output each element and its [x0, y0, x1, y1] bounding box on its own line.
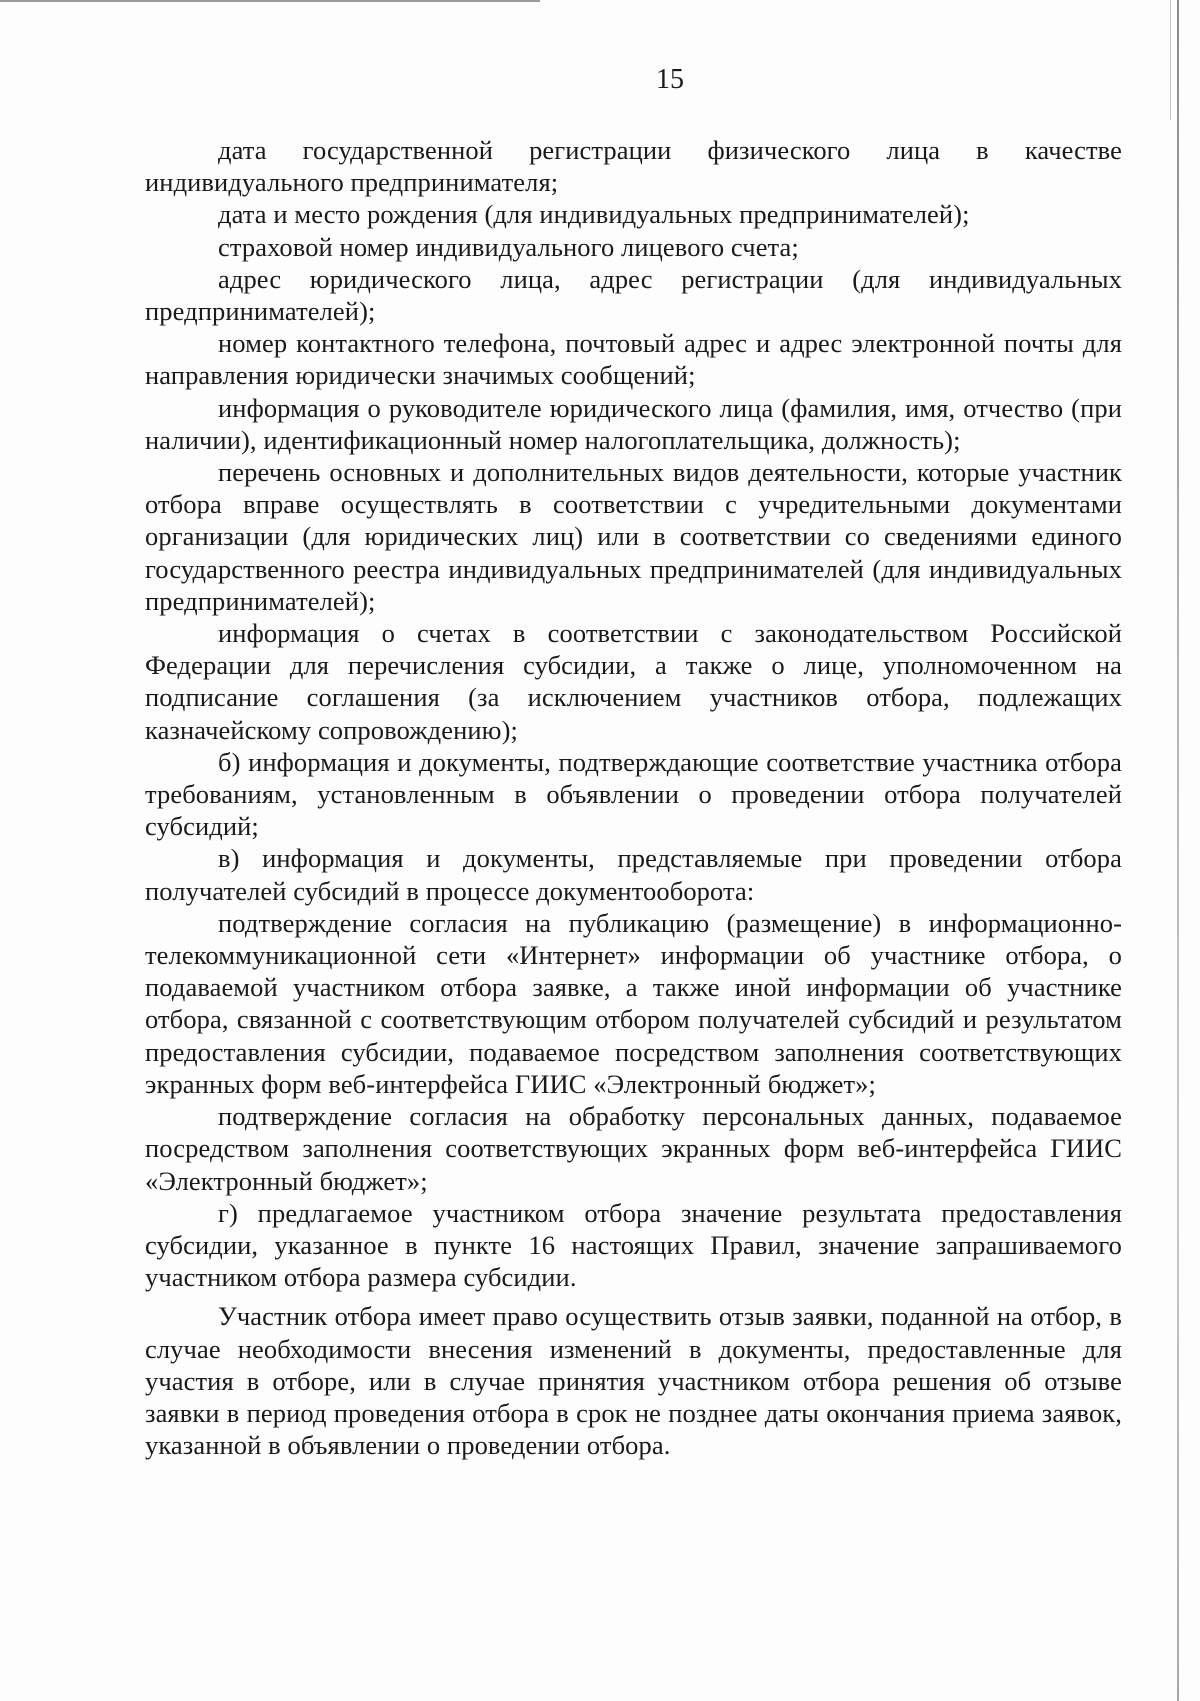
scan-border-right-inner [1170, 0, 1171, 120]
paragraph: подтверждение согласия на обработку персональных данных, подаваемое посредством заполнения соответствующих экранных форм веб-интерфейса ГИИС «Электронный бюджет»; [145, 1101, 1122, 1196]
paragraph: страховой номер индивидуального лицевого счета; [218, 231, 799, 262]
scan-border-top [0, 0, 540, 2]
paragraph: дата и место рождения (для индивидуальных предпринимателей); [218, 199, 970, 230]
paragraph: подтверждение согласия на публикацию (размещение) в информационно-телекоммуникационной сети «Интернет» информации об участнике отбора, о подаваемой участником отбора заявке, а также иной информации об участнике отбора, связанной с соответствующим отбором получателей субсидий и результатом предоставления субсидии, подаваемое посредством заполнения соответствующих экранных форм веб-интерфейса ГИИС «Электронный бюджет»; [145, 907, 1122, 1099]
paragraph: информация о счетах в соответствии с законодательством Российской Федерации для перечисления субсидии, а также о лице, уполномоченном на подписание соглашения (за исключением участников отбора, подлежащих казначейскому сопровождению); [145, 618, 1122, 745]
page-number: 15 [656, 64, 684, 95]
paragraph: г) предлагаемое участником отбора значение результата предоставления субсидии, указанное в пункте 16 настоящих Правил, значение запрашиваемого участником отбора размера субсидии. [145, 1197, 1122, 1293]
paragraph: информация о руководителе юридического лица (фамилия, имя, отчество (при наличии), идентификационный номер налогоплательщика, должность); [145, 392, 1122, 455]
paragraph: номер контактного телефона, почтовый адрес и адрес электронной почты для направления юридически значимых сообщений; [145, 328, 1122, 391]
paragraph: б) информация и документы, подтверждающие соответствие участника отбора требованиям, установленным в объявлении о проведении отбора получателей субсидий; [145, 746, 1122, 842]
paragraph: Участник отбора имеет право осуществить отзыв заявки, поданной на отбор, в случае необходимости внесения изменений в документы, предоставленные для участия в отборе, или в случае принятия участником отбора решения об отзыве заявки в период проведения отбора в срок не позднее даты окончания приема заявок, указанной в объявлении о проведении отбора. [145, 1301, 1122, 1461]
paragraph: в) информация и документы, представляемые при проведении отбора получателей субсидий в процессе документооборота: [145, 843, 1122, 906]
scan-border-right [1177, 0, 1179, 1701]
paragraph: перечень основных и дополнительных видов деятельности, которые участник отбора вправе осуществлять в соответствии с учредительными документами организации (для юридических лиц) или в соответствии со сведениями единого государственного реестра индивидуальных предпринимателей (для индивидуальных предпринимателей); [145, 457, 1122, 616]
paragraph: адрес юридического лица, адрес регистрации (для индивидуальных предпринимателей); [145, 263, 1122, 327]
document-body [145, 134, 1122, 1461]
paragraph: дата государственной регистрации физического лица в качестве индивидуального предпринимателя; [145, 135, 1122, 198]
